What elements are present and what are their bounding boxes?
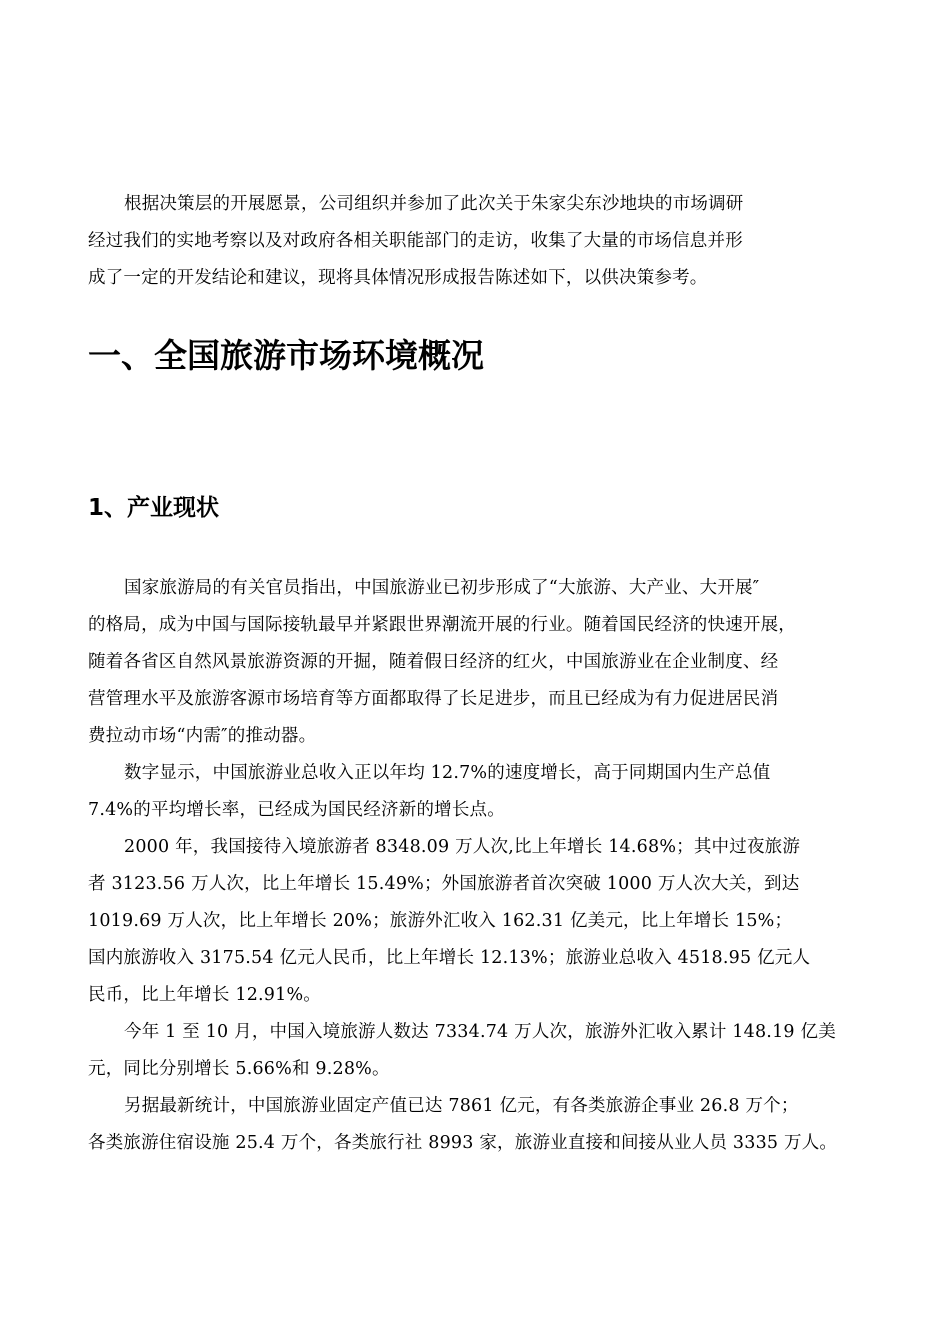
body-line-11: 国内旅游收入 3175.54 亿元人民币，比上年增长 12.13%；旅游业总收入 4518.95 亿元人 <box>88 948 811 968</box>
body-line-8: 2000 年，我国接待入境旅游者 8348.09 万人次,比上年增长 14.68%；其中过夜旅游 <box>124 837 801 857</box>
body-line-4: 营管理水平及旅游客源市场培育等方面都取得了长足进步，而且已经成为有力促进居民消 <box>88 689 779 709</box>
intro-line-3: 成了一定的开发结论和建议，现将具体情况形成报告陈述如下，以供决策参考。 <box>88 268 708 288</box>
body-line-10: 1019.69 万人次，比上年增长 20%；旅游外汇收入 162.31 亿美元，比上年增长 15%； <box>88 911 793 931</box>
section-heading: 一、全国旅游市场环境概况 <box>88 336 484 375</box>
body-line-16: 各类旅游住宿设施 25.4 万个，各类旅行社 8993 家，旅游业直接和间接从业人员 3335 万人。 <box>88 1133 838 1153</box>
body-line-13: 今年 1 至 10 月，中国入境旅游人数达 7334.74 万人次，旅游外汇收入累计 148.19 亿美 <box>124 1022 836 1042</box>
body-line-2: 的格局，成为中国与国际接轨最早并紧跟世界潮流开展的行业。随着国民经济的快速开展， <box>88 615 796 635</box>
body-line-15: 另据最新统计，中国旅游业固定产值已达 7861 亿元，有各类旅游企事业 26.8 万个； <box>124 1096 799 1116</box>
body-line-5: 费拉动市场“内需″的推动器。 <box>88 726 317 746</box>
body-line-7: 7.4%的平均增长率，已经成为国民经济新的增长点。 <box>88 800 505 820</box>
body-line-1: 国家旅游局的有关官员指出，中国旅游业已初步形成了“大旅游、大产业、大开展″ <box>124 578 760 598</box>
body-line-6: 数字显示，中国旅游业总收入正以年均 12.7%的速度增长，高于同期国内生产总值 <box>124 763 771 783</box>
body-line-12: 民币，比上年增长 12.91%。 <box>88 985 321 1005</box>
subsection-heading: 1、产业现状 <box>88 495 220 521</box>
body-line-9: 者 3123.56 万人次，比上年增长 15.49%；外国旅游者首次突破 1000 万人次大关，到达 <box>88 874 800 894</box>
body-line-3: 随着各省区自然风景旅游资源的开掘，随着假日经济的红火，中国旅游业在企业制度、经 <box>88 652 779 672</box>
intro-line-1: 根据决策层的开展愿景，公司组织并参加了此次关于朱家尖东沙地块的市场调研 <box>124 194 744 214</box>
intro-line-2: 经过我们的实地考察以及对政府各相关职能部门的走访，收集了大量的市场信息并形 <box>88 231 743 251</box>
body-line-14: 元，同比分别增长 5.66%和 9.28%。 <box>88 1059 390 1079</box>
